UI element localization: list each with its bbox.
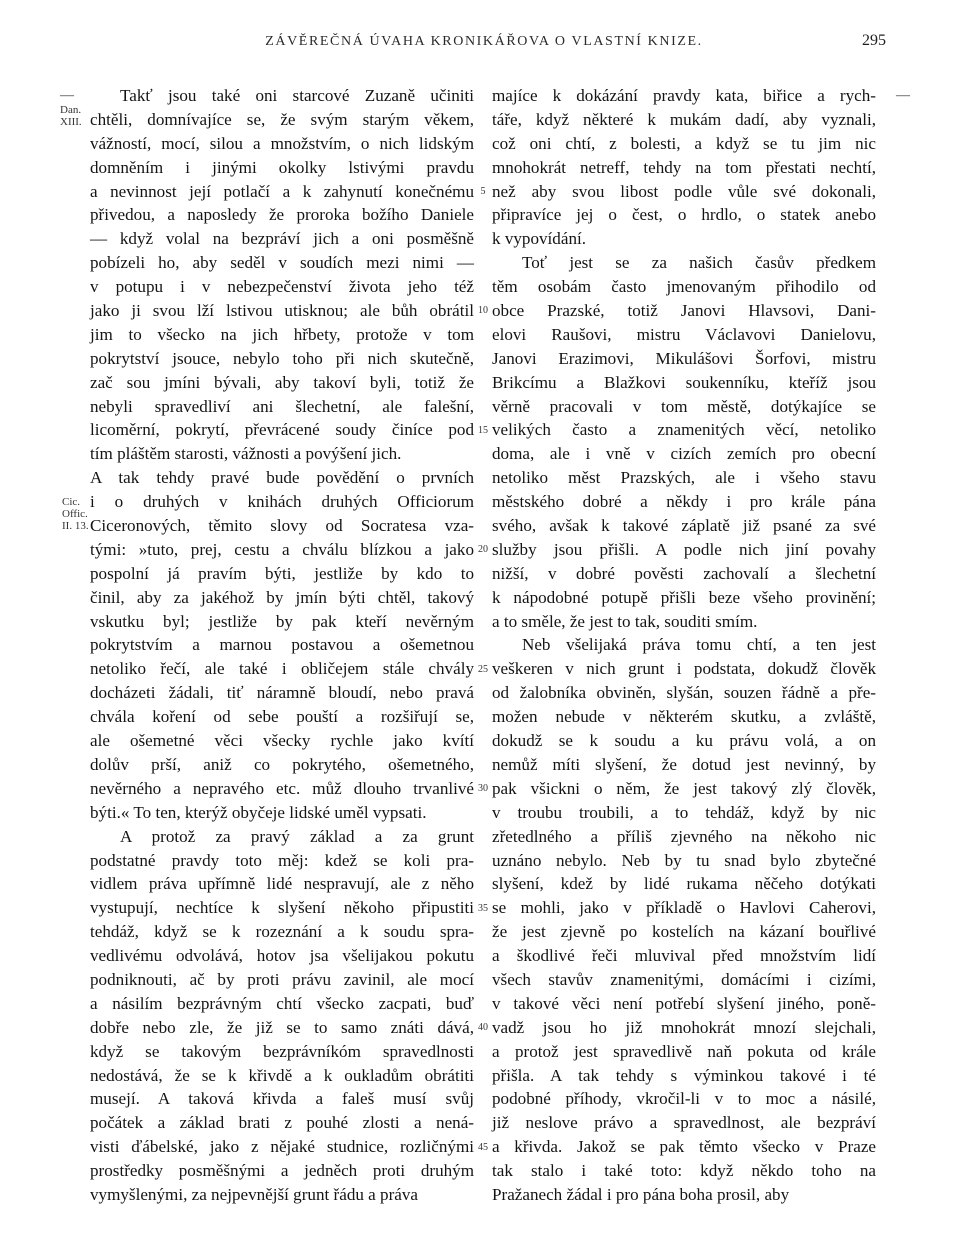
text-line: těm osobám často jmenovaným přihodilo od [492,277,876,297]
text-line: vadž jsou ho již mnohokrát mnozí slejchali, [492,1017,876,1037]
text-line: dolův prší, aniž co pokrytého, ošemetného, [90,754,474,774]
text-line: nižší, v dobré pověsti zachovalí a šlechetní [492,563,876,583]
text-line: vedlivému odvolává, hotov jsa všelijakou pokutu [90,946,474,966]
line-number: 10 [478,305,488,317]
text-line: pobízeli ho, aby seděl v soudích mezi nimi — [90,253,474,273]
text-line: licoměrní, pokrytí, převrácené soudy činíce pod [90,420,474,440]
text-line: počátek a základ brati z pouhé zlosti a nená- [90,1113,474,1133]
line-number: 20 [478,544,488,556]
text-line: elovi Raušovi, mistru Václavovi Danielovu, [492,324,876,344]
text-line: docházeti žádali, tiť náramně bloudí, nebo pravá [90,683,474,703]
text-line: tím pláštěm starosti, vážnosti a povýšení jich. [90,444,402,464]
text-line: podstatné pravdy toto měj: kdež se koli pra- [90,850,474,870]
text-line: vážností, mocí, silou a množstvím, o nich lidským [90,133,474,153]
text-line: doma, ale i vně v cizích zemích pro obecní [492,444,876,464]
text-line: činil, aby za jakéhož by jmín býti chtěl, takový [90,587,474,607]
text-line: zač sou jmíni bývali, aby takoví byli, totiž že [90,372,474,392]
text-line: městského dobré a někdy i pro krále pána [492,492,876,512]
text-line: musejí. A taková křivda a faleš musí svůj [90,1089,474,1109]
text-line: Pražanech žádal i pro pána boha prosil, aby [492,1184,790,1204]
text-line: nemůž míti slyšení, že dotud jest nevinný, by [492,754,876,774]
text-line: A tak tehdy pravé bude povědění o prvních [90,468,474,488]
text-line: nebyli spravedliví ani šlechetní, ale falešní, [90,396,474,416]
text-line: Ciceronových, těmito slovy od Socratesa vza- [90,516,474,536]
text-line: služby jsou přišli. A podle nich jiní povahy [492,539,876,559]
text-line: Brikcímu a Blažkovi soukenníku, kteříž jsou [492,372,876,392]
text-line: — když volal na bezpráví jich a oni posměšně [90,229,474,249]
text-line: býti.« To ten, kterýž obyčeje lidské uměl vypsati. [90,802,427,822]
text-line: netoliko řečí, ale také i obličejem stále chvály [90,659,474,679]
text-line: dokudž se k soudu a ku právu volá, a on [492,731,876,751]
line-number: 15 [478,424,488,436]
text-line: a škodlivé řeči mluvival před množstvím lidí [492,946,876,966]
text-line: Toť jest se za našich časův předkem [522,253,876,273]
text-line: a nevinnost její potlačí a k zahynutí konečnému [90,181,474,201]
line-number: 40 [478,1022,488,1034]
text-line: táře, když některé k mukám dadí, aby vyznali, [492,109,876,129]
text-line: všech stavův znamenitými, domácími i cizími, [492,969,876,989]
text-line: obce Prazské, totiž Janovi Hlavsovi, Dani- [492,301,876,321]
text-line: přivedou, a naposledy že proroka božího Daniele [90,205,474,225]
running-title: ZÁVĚREČNÁ ÚVAHA KRONIKÁŘOVA O VLASTNÍ KNIZE. [265,34,703,49]
line-number: 45 [478,1141,488,1153]
text-line: Janovi Erazimovi, Mikulášovi Šorfovi, mistru [492,348,876,368]
text-line: jim to všecko na jich hřbety, protože v tom [90,324,474,344]
margin-dash-left: — [60,88,74,103]
text-line: se mohli, jako v příkladě o Havlovi Caherovi, [492,898,876,918]
text-line: nevěrného a nepravého etc. můž dlouho trvanlivé [90,778,474,798]
text-line: od žalobníka obviněn, slyšán, souzen řádně a pře- [492,683,876,703]
margin-ref-dan: Dan. XIII. [60,104,82,128]
right-column [492,84,876,1207]
text-line: pospolní já pravím býti, jestliže by kdo to [90,563,474,583]
text-line: slyšení, kdež by lidé rukama něčeho dotýkati [492,874,876,894]
text-line: v takové věci není potřebí slyšení jiného, poně- [492,993,876,1013]
text-line: veškeren v nich grunt i podstata, dokudž člověk [492,659,876,679]
text-line: dobře nebo zle, že již se to samo znáti dává, [90,1017,474,1037]
text-line: vidlem práva upřímně lidé nespravují, ale z něho [90,874,474,894]
text-line: v troubu troubili, a to tehdáž, když by nic [492,802,876,822]
text-line: a protož jest spravedlivě naň pokuta od krále [492,1041,876,1061]
text-line: věrně pracovali v tom městě, dotýkajíce se [492,396,876,416]
text-line: jako ji svou lží lstivou utisknou; ale bůh obrátil [90,301,474,321]
text-line: k nápodobné potupě přišli beze všeho provinění; [492,587,876,607]
text-line: tak stalo i také toto: když někdo toho na [492,1161,876,1181]
text-line: majíce k dokázání pravdy kata, biřice a rych- [492,86,876,105]
text-line: Takť jsou také oni starcové Zuzaně učiniti [120,86,474,105]
text-line: a násilím bezprávným chtí všecko zacpati, buď [90,993,474,1013]
text-line: mnohokrát netreff, tehdy na tom přestati nechtí, [492,157,876,177]
text-line: chtěli, domnívajíce se, že svým starým věkem, [90,109,474,129]
text-line: ale ošemetné věci všecky rychle jako kvítí [90,731,474,751]
text-line: již neslove právo a spravedlnost, ale bezpráví [492,1113,876,1133]
line-number: 25 [478,663,488,675]
text-line: Neb všelijaká práva tomu chtí, a ten jest [522,635,876,655]
text-line: podniknouti, ač by proti právu zavinil, ale mocí [90,969,474,989]
text-line: A protož za pravý základ a za grunt [120,826,474,846]
text-line: chvála koření od sebe pouští a rozšiřují se, [90,707,474,727]
text-line: svého, avšak k takové záplatě již psané za své [492,516,876,536]
text-line: že jest zjevně po kostelích na kázaní bouřlivé [492,922,876,942]
line-number: 5 [480,185,486,197]
text-line: visti ďábelské, jako z nějaké studnice, rozličnými [90,1137,474,1157]
text-line: a křivda. Jakož se pak těmto všecko v Praze [492,1137,876,1157]
margin-ref-cicero: Cic. Offic. II. 13. [62,496,89,532]
text-line: netoliko měst Prazských, ale i všeho stavu [492,468,876,488]
text-line: prostředky posměšnými a jedněch proti druhým [90,1161,474,1181]
text-line: přišla. A tak tehdy s výminkou takové i té [492,1065,876,1085]
text-line: vystupují, nechtíce k slyšení někoho připustiti [90,898,474,918]
text-line: i o druhých v knihách druhých Officiorum [90,492,474,512]
text-line: vymyšlenými, za nejpevnější grunt řádu a práva [90,1184,419,1204]
text-line: což oni chtí, z bolesti, a když se tu jim nic [492,133,876,153]
text-line: pokrytstvím a marnou postavou a ošemetnou [90,635,474,655]
text-line: připravíce jej o čest, o hrdlo, o statek anebo [492,205,876,225]
text-line: možen nebude v některém skutku, a zvláště, [492,707,876,727]
left-column [90,84,474,1207]
line-number: 35 [478,902,488,914]
text-line: vskutku byl; jestliže by pak kteří nevěrným [90,611,474,631]
text-line: velikých často a znamenitých věcí, netoliko [492,420,876,440]
text-line: k vypovídání. [492,229,587,249]
margin-dash-right: — [896,88,910,103]
page-number: 295 [862,32,886,49]
text-line: podobné příhody, vkročil-li v to moc a násilé, [492,1089,876,1109]
text-line: nedostává, že se k křivdě a k oukladům obrátiti [90,1065,474,1085]
text-line: když se takovým bezprávníkóm spravedlnosti [90,1041,474,1061]
text-line: než aby svou libost podle vůle své dokonali, [492,181,876,201]
text-line: pokrytství jsouce, nebylo toho při nich skutečně, [90,348,474,368]
line-number: 30 [478,783,488,795]
text-line: pak všickni o něm, že jest takový zlý člověk, [492,778,876,798]
text-line: tými: »tuto, prej, cestu a chválu blízkou a jako [90,539,474,559]
text-line: uznáno nebylo. Neb by tu snad bylo zbytečné [492,850,876,870]
text-line: tehdáž, když se k rozeznání a k soudu spra- [90,922,474,942]
text-line: a to směle, že jest to tak, souditi smím. [492,611,758,631]
text-line: v potupu i v nebezpečenství života jeho též [90,277,474,297]
text-line: zřetedlného a příliš zjevného na někoho nic [492,826,876,846]
text-line: domněním i jinými okolky lstivými pravdu [90,157,474,177]
